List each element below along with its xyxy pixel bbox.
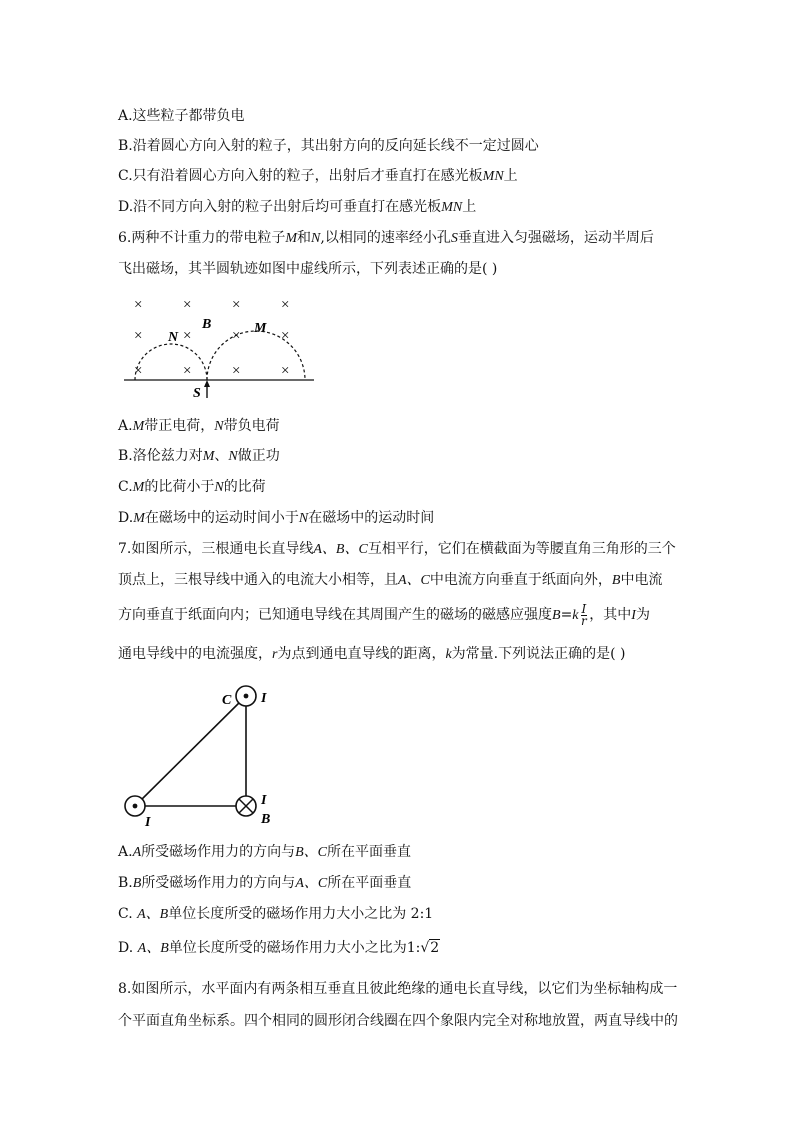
- q7-option-a: A.A所受磁场作用力的方向与B、C所在平面垂直: [118, 844, 412, 860]
- wire-a-out: [125, 796, 145, 816]
- field-cross: ×: [134, 328, 143, 344]
- q6-option-d: D.M在磁场中的运动时间小于N在磁场中的运动时间: [118, 510, 435, 526]
- field-label-b: B: [202, 317, 212, 332]
- field-cross: ×: [281, 328, 290, 344]
- wire-c-out: [236, 686, 256, 706]
- current-label-top: I: [261, 691, 267, 706]
- field-cross: ×: [232, 328, 241, 344]
- particle-label-n: N: [168, 330, 179, 345]
- field-cross: ×: [183, 297, 192, 313]
- q7-option-b: B.B所受磁场作用力的方向与A、C所在平面垂直: [118, 875, 412, 891]
- q8-stem-line1: 8.如图所示，水平面内有两条相互垂直且彼此绝缘的通电长直导线，以它们为坐标轴构成一: [118, 981, 678, 997]
- sqrt-symbol: √2: [420, 940, 440, 956]
- q5-option-d: D.沿不同方向入射的粒子出射后均可垂直打在感光板MN上: [118, 199, 477, 215]
- q7-stem-line3: 方向垂直于纸面向内；已知通电导线在其周围产生的磁场的磁感应强度B=k $\frac{I}{r}$ ，其中I为: [118, 601, 650, 628]
- q7-option-d: D. A、B单位长度所受的磁场作用力大小之比为1:√2: [118, 940, 440, 956]
- q5-option-c: C.只有沿着圆心方向入射的粒子，出射后才垂直打在感光板MN上: [118, 168, 518, 184]
- q5-option-b: B.沿着圆心方向入射的粒子，其出射方向的反向延长线不一定过圆心: [118, 138, 539, 154]
- field-cross: ×: [183, 328, 192, 344]
- trajectory-n: [135, 344, 207, 380]
- q5-option-a: A.这些粒子都带负电: [118, 108, 245, 124]
- q6-stem-line2: 飞出磁场，其半圆轨迹如图中虚线所示，下列表述正确的是( ): [118, 261, 498, 277]
- field-cross: ×: [281, 363, 290, 379]
- q6-stem-line1: 6.两种不计重力的带电粒子M和N,以相同的速率经小孔S垂直进入匀强磁场，运动半周后: [118, 230, 654, 246]
- q7-triangle-figure: [110, 674, 290, 832]
- q6-option-a: A.M带正电荷，N带负电荷: [118, 418, 280, 434]
- q7-stem-line1: 7.如图所示，三根通电长直导线A、B、C互相平行，它们在横截面为等腰直角三角形的三个: [118, 541, 676, 557]
- vertex-label-b: B: [261, 812, 271, 827]
- field-cross: ×: [232, 297, 241, 313]
- q6-option-b: B.洛伦兹力对M、N做正功: [118, 448, 280, 464]
- q8-stem-line2: 个平面直角坐标系。四个相同的圆形闭合线圈在四个象限内完全对称地放置，两直导线中的: [118, 1013, 678, 1029]
- edge-ac: [135, 696, 246, 806]
- q6-magnetic-field-figure: [118, 290, 318, 402]
- wire-b-in: [236, 796, 256, 816]
- current-label-right: I: [261, 793, 267, 808]
- q7-option-c: C. A、B单位长度所受的磁场作用力大小之比为 2:1: [118, 906, 434, 922]
- field-cross: ×: [232, 363, 241, 379]
- current-label-left: I: [145, 815, 151, 830]
- field-cross: ×: [134, 363, 143, 379]
- vertex-label-c: C: [222, 693, 232, 708]
- formula-fraction: $\frac{I}{r}$: [581, 601, 587, 628]
- trajectory-m: [207, 331, 305, 380]
- field-cross: ×: [281, 297, 290, 313]
- q6-option-c: C.M的比荷小于N的比荷: [118, 479, 266, 495]
- hole-label-s: S: [193, 386, 201, 401]
- field-cross: ×: [183, 363, 192, 379]
- field-cross: ×: [134, 297, 143, 313]
- q7-stem-line2: 顶点上，三根导线中通入的电流大小相等，且A、C中电流方向垂直于纸面向外，B中电流: [118, 572, 663, 588]
- particle-label-m: M: [254, 321, 267, 336]
- q7-stem-line4: 通电导线中的电流强度，r为点到通电直导线的距离，k为常量.下列说法正确的是( ): [118, 646, 626, 662]
